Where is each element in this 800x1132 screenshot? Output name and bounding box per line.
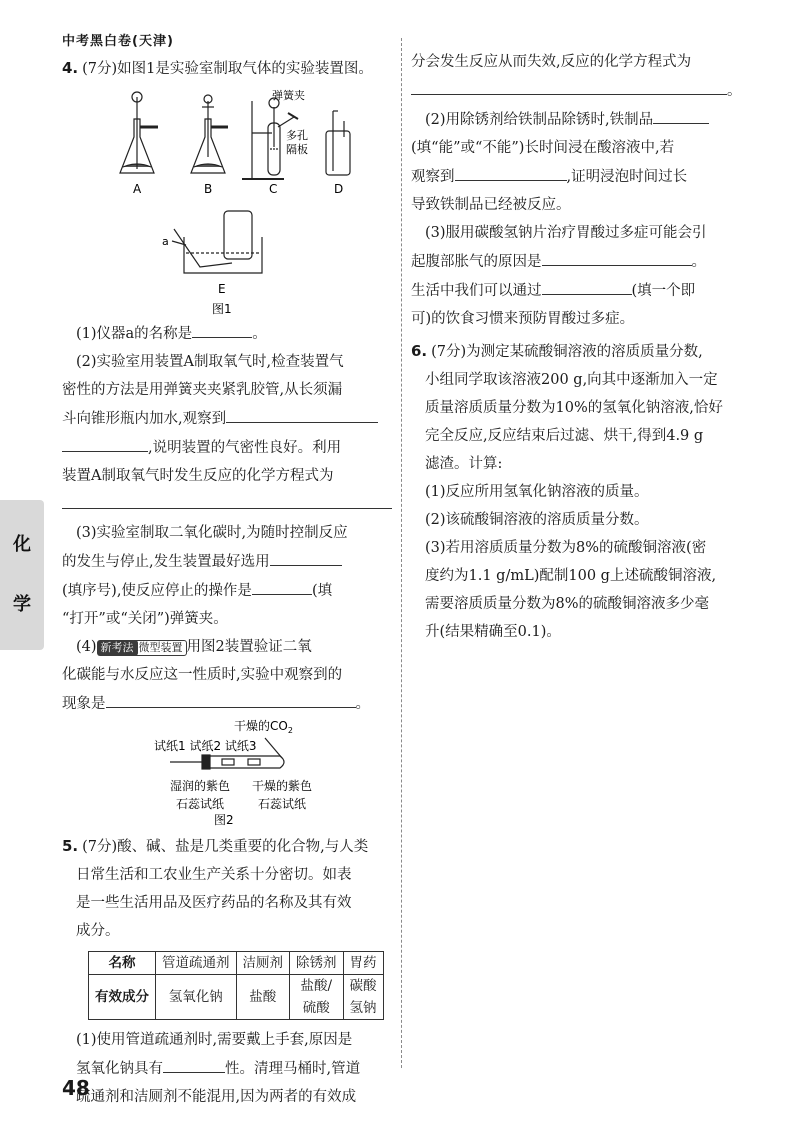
q6-intro: (7分)为测定某硫酸铜溶液的溶质质量分数, xyxy=(431,344,703,360)
table-cell-line: 盐酸/ xyxy=(300,978,333,994)
q4-part3-line1: (3)实验室制取二氧化碳时,为随时控制反应 xyxy=(76,525,348,541)
fig1-label-c: C xyxy=(269,182,278,196)
q5-p3-habit: 生活中我们可以通过 xyxy=(411,283,542,299)
header-title: 中考黑白卷(天津) xyxy=(62,34,174,49)
q4-p2-good: ,说明装置的气密性良好。利用 xyxy=(148,440,342,456)
q4-intro: (7分)如图1是实验室制取气体的实验装置图。 xyxy=(82,61,373,77)
q5-part1-line2 xyxy=(62,1054,397,1083)
fig1-porous-label-1: 多孔 xyxy=(286,129,308,142)
q4-part2-line1: (2)实验室用装置A制取氧气时,检查装置气 xyxy=(76,354,344,370)
fig1-label-a: A xyxy=(133,182,142,196)
fig2-strips-label: 试纸1 试纸2 试纸3 xyxy=(154,739,257,753)
figure-2-apparatus xyxy=(62,718,397,826)
q5-part2-line4: 导致铁制品已经被反应。 xyxy=(411,197,571,213)
table-header-cell: 除锈剂 xyxy=(290,952,344,975)
q4-p4-end: 。 xyxy=(355,696,370,712)
q4-number: 4. xyxy=(62,59,79,77)
fig1-label-d: D xyxy=(334,182,344,196)
figure-1-caption: 图1 xyxy=(212,302,232,316)
q5-part3-line2 xyxy=(411,247,747,276)
q4-p4-prefix: (4) xyxy=(76,639,97,655)
q6-number: 6. xyxy=(411,342,428,360)
q4-part2-line5: 装置A制取氧气时发生反应的化学方程式为 xyxy=(62,468,334,484)
q4-p1-text: (1)仪器a的名称是 xyxy=(76,326,193,342)
q5-intro-1: (7分)酸、碱、盐是几类重要的化合物,与人类 xyxy=(82,839,369,855)
q5-p1-equation-blank[interactable] xyxy=(411,76,727,95)
q6-line2: 小组同学取该溶液200 g,向其中逐渐加入一定 xyxy=(425,372,718,388)
q4-p4-phenomenon: 现象是 xyxy=(62,696,106,712)
q6-line10: 需要溶质质量分数为8%的硫酸铜溶液多少毫 xyxy=(425,596,710,612)
q4-p2-equation-blank[interactable] xyxy=(62,490,392,509)
q5-p2-text: (2)用除锈剂给铁制品除锈时,铁制品 xyxy=(425,112,654,128)
table-cell-line: 硫酸 xyxy=(302,1000,330,1016)
q4-p3-blank-b[interactable] xyxy=(252,576,312,595)
q4-part2-line3 xyxy=(62,404,397,433)
q5-p1-blank[interactable] xyxy=(163,1054,225,1073)
fig2-wet-label-2: 石蕊试纸 xyxy=(176,797,225,811)
q4-p3-blank-a[interactable] xyxy=(270,547,342,566)
q4-p4-blank[interactable] xyxy=(106,689,356,708)
table-header-cell: 管道疏通剂 xyxy=(156,952,237,975)
column-divider xyxy=(401,38,402,1068)
q5-part3-line1: (3)服用碳酸氢钠片治疗胃酸过多症可能会引 xyxy=(425,225,707,241)
q4-p3-device: 的发生与停止,发生装置最好选用 xyxy=(62,554,270,570)
q4-p1-end: 。 xyxy=(252,326,267,342)
q5-part2-line2: (填“能”或“不能”)长时间浸在酸溶液中,若 xyxy=(411,140,675,156)
q5-p1-property: 氢氧化钠具有 xyxy=(76,1061,163,1077)
q5-part2-line3 xyxy=(411,162,747,191)
q4-part3-line2 xyxy=(62,547,397,576)
q5-p2-proof: ,证明浸泡时间过长 xyxy=(566,169,688,185)
q4-p2-blank-b[interactable] xyxy=(62,433,148,452)
subject-side-tab xyxy=(0,500,44,650)
fig2-wet-label-1: 湿润的紫色 xyxy=(170,779,231,793)
apparatus-a xyxy=(120,92,158,173)
q5-part1-line5 xyxy=(411,76,747,105)
table-cell xyxy=(290,975,344,1020)
fig2-dry-co2: 干燥的$CO_2$ xyxy=(234,719,293,735)
table-header-cell: 名称 xyxy=(89,952,156,975)
q4-p3-fill: (填 xyxy=(311,583,333,599)
q4-p3-op: (填序号),使反应停止的操作是 xyxy=(62,583,252,599)
fig1-porous-label-2: 隔板 xyxy=(286,143,308,156)
apparatus-e xyxy=(172,211,262,273)
q5-p2-blank-b[interactable] xyxy=(455,162,567,181)
q5-part1-line3: 疏通剂和洁厕剂不能混用,因为两者的有效成 xyxy=(76,1089,357,1105)
fig1-label-e: E xyxy=(218,282,226,296)
q4-p4-text: 用图2装置验证二氧 xyxy=(186,639,312,655)
side-tab-char-2: 学 xyxy=(13,594,31,615)
q4-part3-line3 xyxy=(62,576,397,605)
q4-p1-blank[interactable] xyxy=(192,319,252,338)
q4-part2-line4 xyxy=(62,433,397,462)
table-cell-line: 氢钠 xyxy=(349,1000,377,1016)
q4-part1 xyxy=(62,319,397,348)
figure-1-apparatus xyxy=(62,87,397,319)
q5-part3-line4: 可)的饮食习惯来预防胃酸过多症。 xyxy=(411,311,635,327)
q4-part2-line6 xyxy=(62,490,397,519)
q5-p1-toilet: 性。清理马桶时,管道 xyxy=(225,1061,361,1077)
q6-line8: (3)若用溶质质量分数为8%的硫酸铜溶液(密 xyxy=(425,540,707,556)
apparatus-d xyxy=(326,111,350,175)
table-cell xyxy=(343,975,383,1020)
table-header-cell: 洁厕剂 xyxy=(236,952,290,975)
q4-intro-line xyxy=(62,54,397,83)
q5-p3-end: 。 xyxy=(691,254,706,270)
page-number: 48 xyxy=(62,1076,90,1100)
q5-intro-line3: 是一些生活用品及医疗药品的名称及其有效 xyxy=(76,895,352,911)
table-row xyxy=(89,975,384,1020)
q6-line7: (2)该硫酸铜溶液的溶质质量分数。 xyxy=(425,512,649,528)
q4-p2-observe: 斗向锥形瓶内加水,观察到 xyxy=(62,411,227,427)
q6-line11: 升(结果精确至0.1)。 xyxy=(425,624,561,640)
fig2-dry-label-1: 干燥的紫色 xyxy=(252,779,313,793)
q4-part4-line3 xyxy=(62,689,397,718)
q5-intro-line4: 成分。 xyxy=(76,923,120,939)
fig2-dry-label-2: 石蕊试纸 xyxy=(258,797,307,811)
q5-p3-blank-a[interactable] xyxy=(542,247,692,266)
q5-p3-blank-b[interactable] xyxy=(542,276,632,295)
table-header-cell: 胃药 xyxy=(343,952,383,975)
table-cell-line: 碳酸 xyxy=(349,978,377,994)
q5-intro-line1 xyxy=(62,832,397,861)
q5-intro-line2: 日常生活和工农业生产关系十分密切。如表 xyxy=(76,867,352,883)
table-row xyxy=(89,952,384,975)
q4-part4-line1 xyxy=(62,633,397,661)
side-tab-char-1: 化 xyxy=(13,534,31,555)
q5-part2-line1 xyxy=(411,105,747,134)
q5-p1-end: 。 xyxy=(727,83,742,99)
q5-p3-reason: 起腹部胀气的原因是 xyxy=(411,254,542,270)
q6-line5: 滤渣。计算: xyxy=(425,456,503,472)
q6-line9: 度约为1.1 g/mL)配制100 g上述硫酸铜溶液, xyxy=(425,568,717,584)
q4-part3-line4: “打开”或“关闭”)弹簧夹。 xyxy=(62,611,228,627)
q5-p2-observe: 观察到 xyxy=(411,169,455,185)
q5-part1-line1: (1)使用管道疏通剂时,需要戴上手套,原因是 xyxy=(76,1032,353,1048)
q6-line1 xyxy=(411,337,747,366)
micro-device-tag: 微型装置 xyxy=(135,640,187,656)
q5-part1-line4: 分会发生反应从而失效,反应的化学方程式为 xyxy=(411,54,692,70)
q5-p3-fill: (填一个即 xyxy=(631,283,696,299)
q4-part2-line2: 密性的方法是用弹簧夹夹紧乳胶管,从长须漏 xyxy=(62,382,343,398)
q4-p2-blank-a[interactable] xyxy=(226,404,378,423)
figure-2-caption: 图2 xyxy=(214,813,234,826)
q6-line3: 质量溶质质量分数为10%的氢氧化钠溶液,恰好 xyxy=(425,400,723,416)
left-column xyxy=(62,54,397,1111)
fig1-label-b: B xyxy=(204,182,213,196)
q5-p2-blank-a[interactable] xyxy=(653,105,709,124)
right-column xyxy=(411,48,747,646)
table-cell: 盐酸 xyxy=(236,975,290,1020)
fig1-spring-clip-label: 弹簧夹 xyxy=(272,89,305,102)
q4-part4-line2: 化碳能与水反应这一性质时,实验中观察到的 xyxy=(62,667,343,683)
table-cell: 氢氧化钠 xyxy=(156,975,237,1020)
q5-products-table xyxy=(88,951,384,1020)
q6-line4: 完全反应,反应结束后过滤、烘干,得到4.9 g xyxy=(425,428,704,444)
apparatus-b xyxy=(191,95,228,173)
q5-number: 5. xyxy=(62,837,79,855)
q6-line6: (1)反应所用氢氧化钠溶液的质量。 xyxy=(425,484,649,500)
q5-part3-line3 xyxy=(411,276,747,305)
table-row-label: 有效成分 xyxy=(89,975,156,1020)
new-method-tag: 新考法 xyxy=(97,640,138,656)
fig1-a-label: a xyxy=(162,235,169,248)
